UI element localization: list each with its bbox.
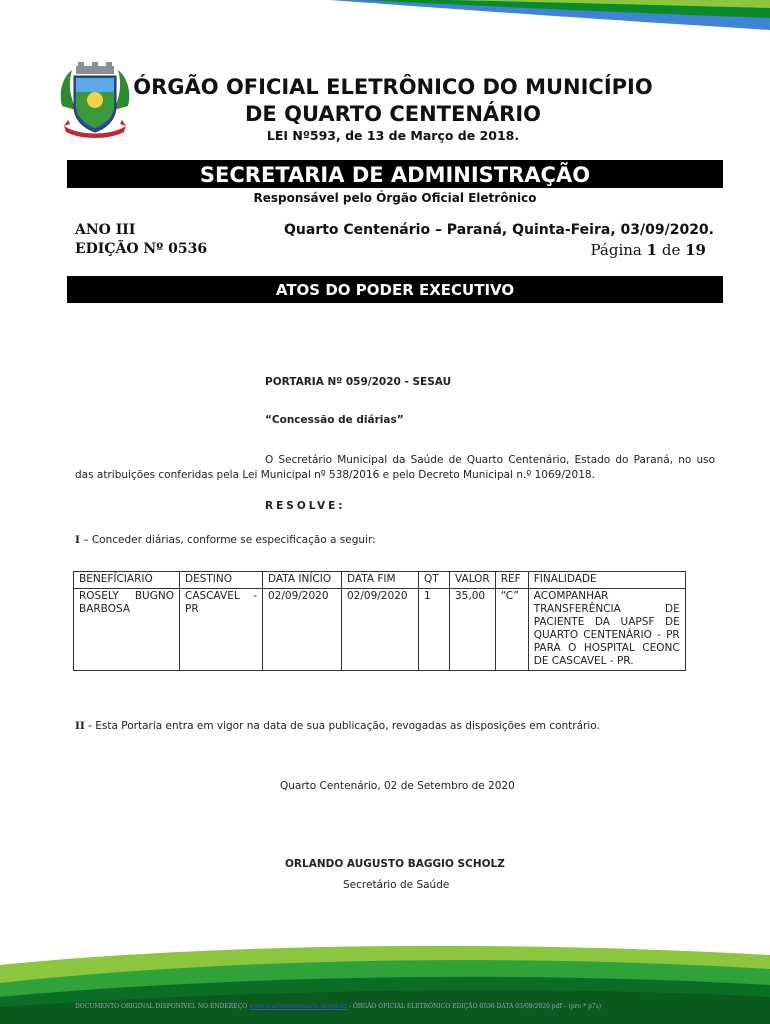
article-2-number: II — [75, 720, 85, 732]
page-current: 1 — [646, 241, 658, 259]
page-sep: de — [661, 241, 681, 259]
footer-link[interactable]: www.quartocentenario.pr.gov.br — [249, 1003, 347, 1010]
section-title-bar: SECRETARIA DE ADMINISTRAÇÃO — [67, 160, 723, 188]
header-finalidade: FINALIDADE — [528, 572, 685, 589]
edition-dateline: Quarto Centenário – Paraná, Quinta-Feira, 03/09/2020. — [284, 222, 714, 238]
article-2 — [75, 720, 600, 732]
cell-qt: 1 — [419, 589, 450, 671]
edition-year: ANO III — [75, 222, 136, 238]
gazette-title-line1: ÓRGÃO OFICIAL ELETRÔNICO DO MUNICÍPIO — [133, 75, 653, 99]
header-wave-decoration — [0, 0, 770, 55]
header-data-inicio: DATA INÍCIO — [263, 572, 342, 589]
signer-name: ORLANDO AUGUSTO BAGGIO SCHOLZ — [285, 858, 505, 870]
header-qt: QT — [419, 572, 450, 589]
cell-finalidade: ACOMPANHAR TRANSFERÊNCIA DE PACIENTE DA UAPSF DE QUARTO CENTENÁRIO - PR PARA O HOSPITAL CEONC DE CASCAVEL - PR. — [528, 589, 685, 671]
table-row — [74, 589, 686, 671]
article-1-number: I — [75, 534, 80, 546]
place-and-date: Quarto Centenário, 02 de Setembro de 2020 — [280, 780, 515, 792]
article-1 — [75, 534, 376, 546]
footer-wave-decoration — [0, 935, 770, 1024]
cell-ref: “C” — [495, 589, 528, 671]
page-prefix: Página — [590, 241, 642, 259]
gazette-title-line2: DE QUARTO CENTENÁRIO — [245, 102, 541, 126]
signer-role: Secretário de Saúde — [343, 879, 450, 891]
preamble-text: O Secretário Municipal da Saúde de Quarto Centenário, Estado do Paraná, no uso das atribuições conferidas pela Lei Municipal nº 538/2016 e pelo Decreto Municipal n.º 1069/2018. — [75, 454, 715, 481]
resolve-heading: RESOLVE: — [265, 500, 346, 512]
header-beneficiario: BENEFÍCIARIO — [74, 572, 180, 589]
header-data-fim: DATA FIM — [342, 572, 419, 589]
footer-note — [75, 1003, 755, 1010]
table-header-row — [74, 572, 686, 589]
edition-number: EDIÇÃO Nº 0536 — [75, 241, 208, 257]
footer-suffix: - ÓRGÃO OFICIAL ELETRÔNICO EDIÇÃO 0536 DATA 03/09/2020 pdf – (pro * p7s) — [347, 1003, 602, 1010]
article-2-text: - Esta Portaria entra em vigor na data de sua publicação, revogadas as disposições em contrário. — [84, 720, 600, 732]
cell-beneficiario: ROSELY BUGNO BARBOSA — [74, 589, 180, 671]
law-reference: LEI Nº593, de 13 de Março de 2018. — [266, 128, 520, 143]
header-valor: VALOR — [450, 572, 496, 589]
section-responsible: Responsável pelo Órgão Oficial Eletrônico — [253, 191, 537, 205]
portaria-subject: “Concessão de diárias” — [265, 414, 404, 426]
article-1-text: – Conceder diárias, conforme se especificação a seguir: — [79, 534, 376, 546]
cell-valor: 35,00 — [450, 589, 496, 671]
header-ref: REF — [495, 572, 528, 589]
acts-section-bar: ATOS DO PODER EXECUTIVO — [67, 276, 723, 303]
cell-data-inicio: 02/09/2020 — [263, 589, 342, 671]
page-total: 19 — [685, 241, 706, 259]
portaria-number: PORTARIA Nº 059/2020 - SESAU — [265, 376, 452, 388]
preamble-paragraph — [75, 453, 715, 483]
footer-prefix: DOCUMENTO ORIGINAL DISPONÍVEL NO ENDEREÇO — [75, 1003, 248, 1010]
diarias-table — [73, 571, 686, 671]
cell-destino: CASCAVEL - PR — [180, 589, 263, 671]
header-destino: DESTINO — [180, 572, 263, 589]
cell-data-fim: 02/09/2020 — [342, 589, 419, 671]
page-number — [590, 241, 706, 259]
